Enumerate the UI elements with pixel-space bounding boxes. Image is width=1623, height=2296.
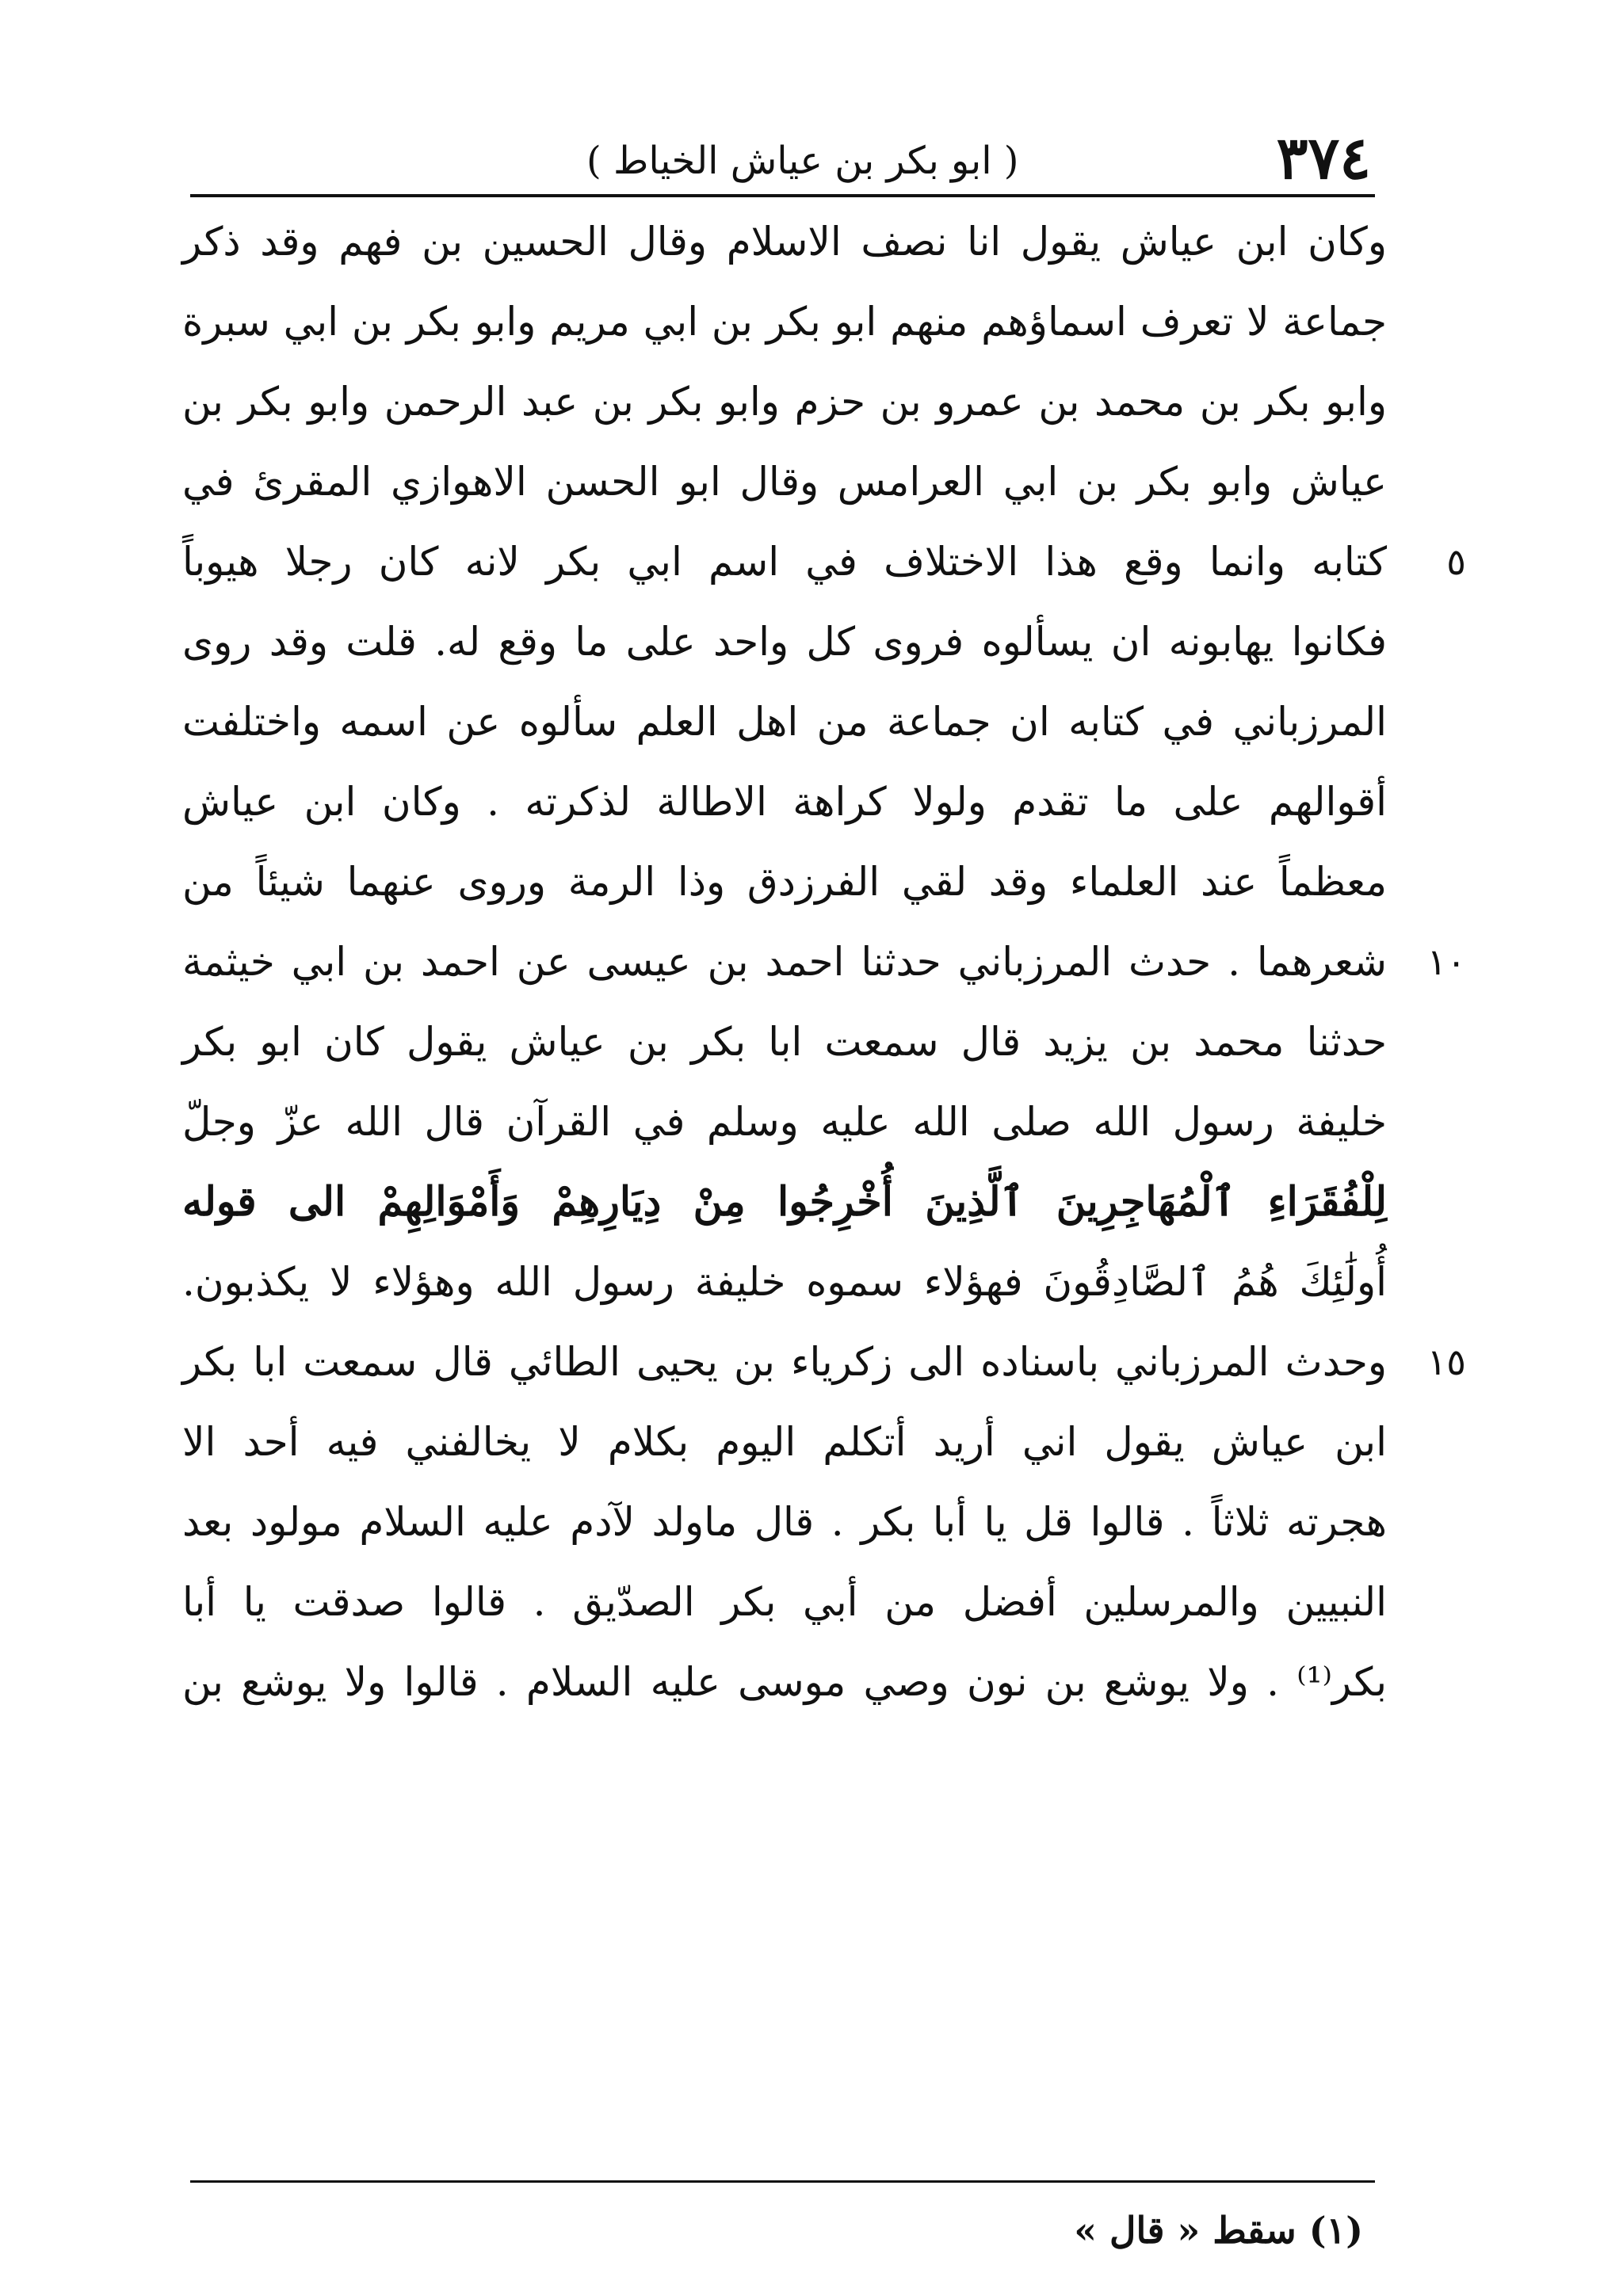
main-text (182, 202, 1466, 1722)
line-number: ١٥ (1426, 1341, 1466, 1383)
text-line-4: عياش وابو بكر بن ابي العرامس وقال ابو الحسن الاهوازي المقرئ في (182, 459, 1387, 505)
text-line-16: ابن عياش يقول اني أريد أتكلم اليوم بكلام لا يخالفني فيه أحد الا (182, 1419, 1387, 1465)
page-header (182, 119, 1371, 198)
quran-verse-line-2: أُولَٰئِكَ هُمُ ٱلصَّادِقُونَ فهؤلاء سموه خليفة رسول الله وهؤلاء لا يكذبون. (182, 1259, 1387, 1305)
text-line-3: وابو بكر بن محمد بن عمرو بن حزم وابو بكر بن عبد الرحمن وابو بكر بن (182, 379, 1387, 425)
line-number: ١٠ (1426, 940, 1466, 983)
page-number: ٣٧٤ (1276, 124, 1371, 193)
text-line-9: معظماً عند العلماء وقد لقي الفرزدق وذا الرمة وروى عنهما شيئاً من (182, 859, 1387, 905)
header-rule (190, 194, 1375, 197)
text-line-10: شعرهما . حدث المرزباني حدثنا احمد بن عيسى عن احمد بن ابي خيثمة ١٠ (182, 922, 1387, 1002)
text-line-7: المرزباني في كتابه ان جماعة من اهل العلم سألوه عن اسمه واختلفت (182, 699, 1387, 745)
text-line-6: فكانوا يهابونه ان يسألوه فروى كل واحد على ما وقع له. قلت وقد روى (182, 619, 1387, 665)
text-line-11: حدثنا محمد بن يزيد قال سمعت ابا بكر بن عياش يقول كان ابو بكر (182, 1019, 1387, 1065)
text-line-5: كتابه وانما وقع هذا الاختلاف في اسم ابي بكر لانه كان رجلا هيوباً ٥ (182, 522, 1387, 602)
text-line-8: أقوالهم على ما تقدم ولولا كراهة الاطالة لذكرته . وكان ابن عياش (182, 779, 1387, 825)
text-line-1: وكان ابن عياش يقول انا نصف الاسلام وقال الحسين بن فهم وقد ذكر (182, 219, 1387, 265)
footnote: (١) سقط « قال » (1074, 2209, 1363, 2252)
text-line-12: خليفة رسول الله صلى الله عليه وسلم في القرآن قال الله عزّ وجلّ (182, 1099, 1387, 1145)
text-line-17: هجرته ثلاثاً . قالوا قل يا أبا بكر . قال ماولد لآدم عليه السلام مولود بعد (182, 1499, 1387, 1545)
quran-verse-line-1: لِلْفُقَرَاءِ ٱلْمُهَاجِرِينَ ٱلَّذِينَ أُخْرِجُوا مِنْ دِيَارِهِمْ وَأَمْوَالِهِمْ الى قوله (182, 1178, 1387, 1226)
footnote-rule (190, 2180, 1375, 2183)
text-line-19: بكر⁽¹⁾ . ولا يوشع بن نون وصي موسى عليه السلام . قالوا ولا يوشع بن (182, 1659, 1387, 1705)
text-line-15: وحدث المرزباني باسناده الى زكرياء بن يحيى الطائي قال سمعت ابا بكر ١٥ (182, 1322, 1387, 1402)
text-line-18: النبيين والمرسلين أفضل من أبي بكر الصدّيق . قالوا صدقت يا أبا (182, 1579, 1387, 1625)
line-number: ٥ (1446, 540, 1466, 583)
text-line-2: جماعة لا تعرف اسماؤهم منهم ابو بكر بن ابي مريم وابو بكر بن ابي سبرة (182, 299, 1387, 345)
running-title: ( ابو بكر بن عياش الخياط ) (586, 139, 1019, 183)
